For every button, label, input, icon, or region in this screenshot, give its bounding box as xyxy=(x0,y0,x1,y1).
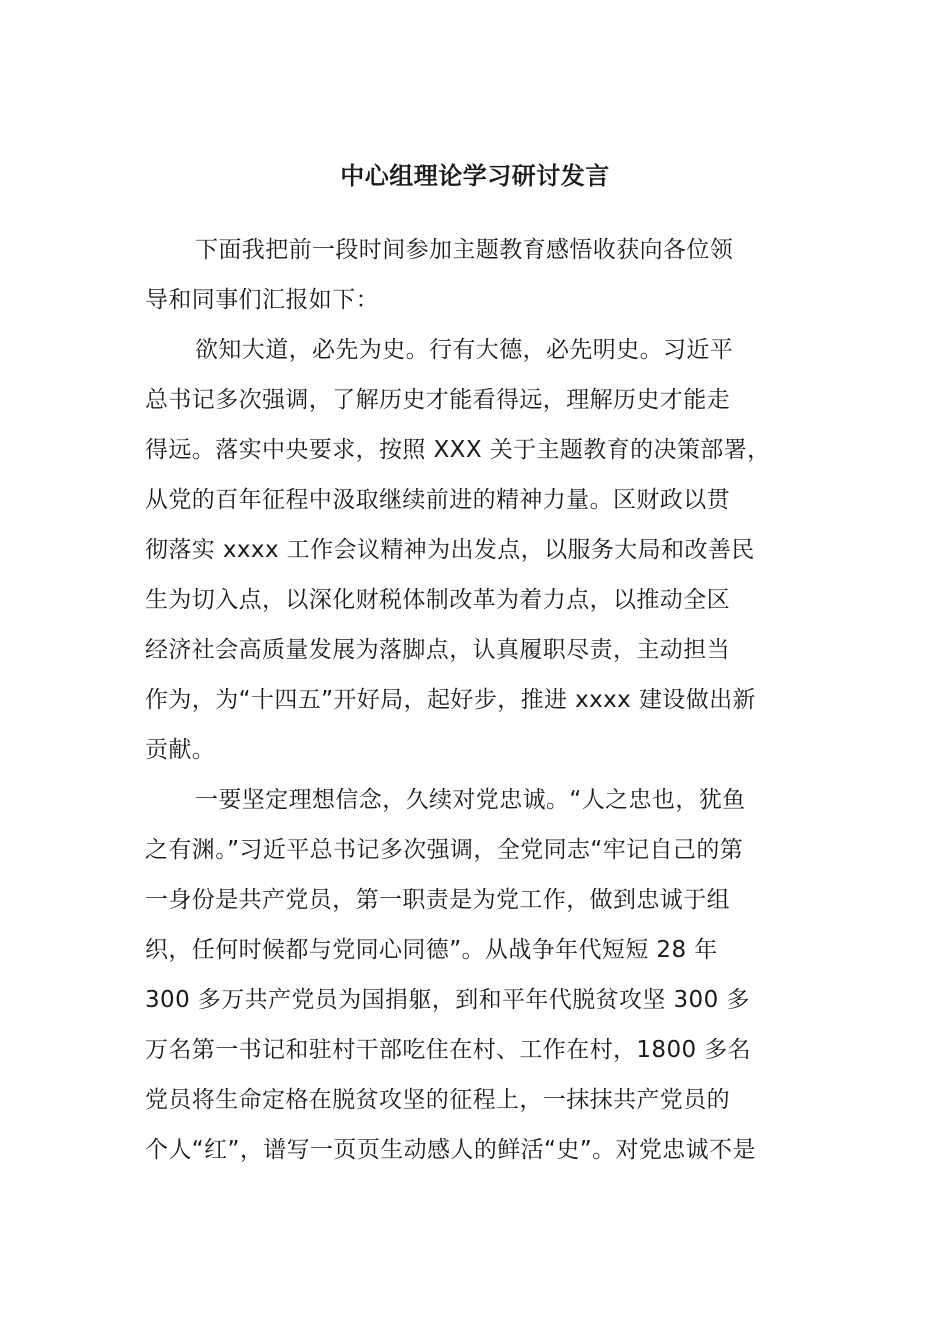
text-line: 经济社会高质量发展为落脚点，认真履职尽责，主动担当 xyxy=(145,637,730,663)
document-title: 中心组理论学习研讨发言 xyxy=(340,162,610,190)
text-line: 织，任何时候都与党同心同德”。从战争年代短短 28 年 xyxy=(145,937,718,963)
text-line: 得远。落实中央要求，按照 XXX 关于主题教育的决策部署， xyxy=(145,437,771,463)
text-line: 欲知大道，必先为史。行有大德，必先明史。习近平 xyxy=(195,337,734,363)
text-line: 生为切入点，以深化财税体制改革为着力点，以推动全区 xyxy=(145,587,730,613)
text-line: 党员将生命定格在脱贫攻坚的征程上，一抹抹共产党员的 xyxy=(145,1087,730,1113)
text-line: 之有渊。”习近平总书记多次强调，全党同志“牢记自己的第 xyxy=(145,837,744,863)
text-line: 万名第一书记和驻村干部吃住在村、工作在村，1800 多名 xyxy=(145,1037,752,1063)
text-line: 总书记多次强调，了解历史才能看得远，理解历史才能走 xyxy=(145,387,730,413)
text-line: 一身份是共产党员，第一职责是为党工作，做到忠诚于组 xyxy=(145,887,730,913)
text-line: 一要坚定理想信念，久续对党忠诚。“人之忠也，犹鱼 xyxy=(195,787,746,813)
text-line: 下面我把前一段时间参加主题教育感悟收获向各位领 xyxy=(195,237,734,263)
text-line: 贡献。 xyxy=(145,737,216,763)
text-line: 从党的百年征程中汲取继续前进的精神力量。区财政以贯 xyxy=(145,487,730,513)
text-line: 个人“红”，谱写一页页生动感人的鲜活“史”。对党忠诚不是 xyxy=(145,1137,756,1163)
text-line: 作为，为“十四五”开好局，起好步，推进 xxxx 建设做出新 xyxy=(145,687,756,713)
document-body xyxy=(145,225,825,1175)
text-line: 彻落实 xxxx 工作会议精神为出发点，以服务大局和改善民 xyxy=(145,537,755,563)
text-line: 300 多万共产党员为国捐躯，到和平年代脱贫攻坚 300 多 xyxy=(145,987,750,1013)
text-line: 导和同事们汇报如下： xyxy=(145,287,379,313)
